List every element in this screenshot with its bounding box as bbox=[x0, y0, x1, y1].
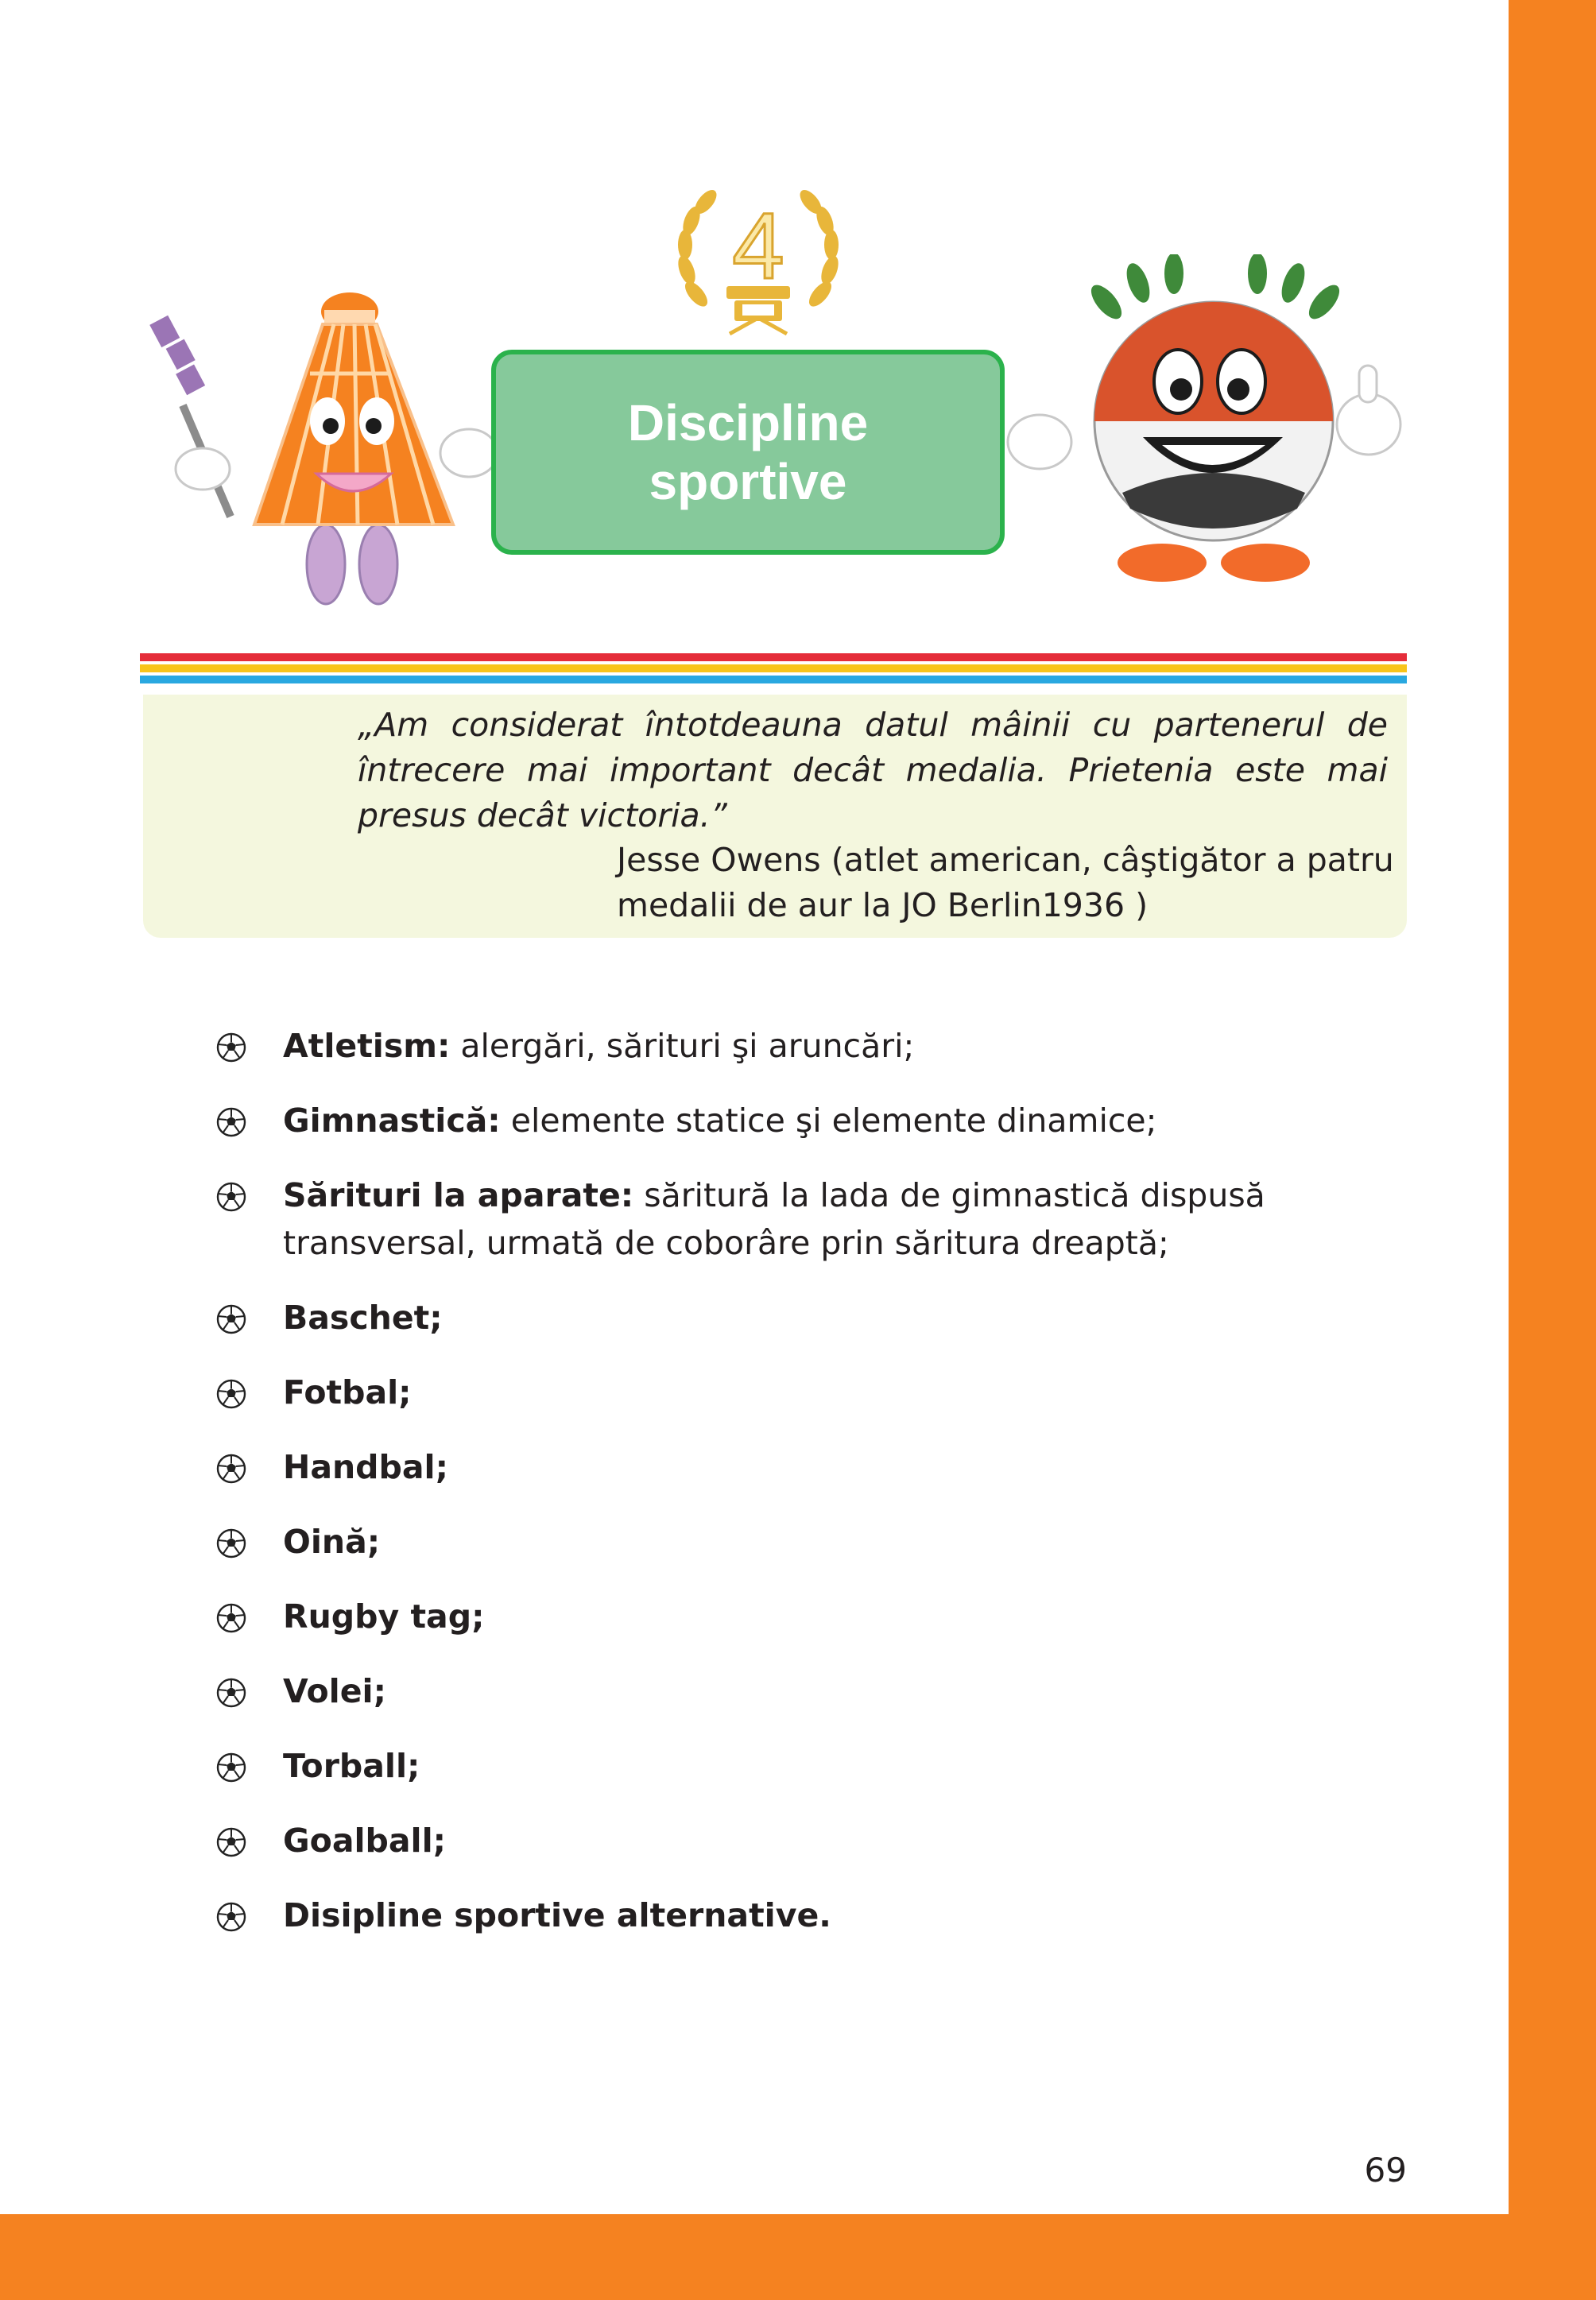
soccer-ball-icon bbox=[216, 1304, 246, 1334]
quote-author-line-2: medalii de aur la JO Berlin1936 ) bbox=[617, 886, 1149, 924]
item-desc: alergări, sărituri şi aruncări; bbox=[450, 1027, 915, 1065]
item-term: Handbal; bbox=[283, 1448, 448, 1486]
laurel-trophy-icon bbox=[672, 183, 844, 342]
soccer-ball-mascot bbox=[1003, 254, 1416, 596]
item-term: Atletism: bbox=[283, 1027, 451, 1065]
page-number: 69 bbox=[1364, 2151, 1407, 2190]
item-term: Torball; bbox=[283, 1747, 420, 1785]
soccer-ball-icon bbox=[216, 1752, 246, 1783]
list-item bbox=[216, 1369, 1424, 1416]
soccer-ball-icon bbox=[216, 1902, 246, 1932]
item-term: Sărituri la aparate: bbox=[283, 1176, 634, 1214]
item-term: Goalball; bbox=[283, 1822, 447, 1860]
soccer-ball-icon bbox=[216, 1528, 246, 1559]
right-orange-margin bbox=[1509, 0, 1596, 2300]
stripe-blue bbox=[140, 676, 1407, 683]
soccer-ball-icon bbox=[216, 1827, 246, 1857]
item-term: Fotbal; bbox=[283, 1373, 412, 1411]
soccer-ball-icon bbox=[216, 1032, 246, 1063]
list-item bbox=[216, 1294, 1424, 1342]
item-term: Rugby tag; bbox=[283, 1597, 485, 1636]
list-item bbox=[216, 1891, 1424, 1939]
item-term: Oină; bbox=[283, 1523, 381, 1561]
list-item bbox=[216, 1022, 1424, 1070]
sports-disciplines-list bbox=[216, 1022, 1424, 1966]
chapter-title-line-1: Discipline bbox=[627, 394, 869, 451]
stripe-yellow bbox=[140, 664, 1407, 672]
item-term: Volei; bbox=[283, 1672, 386, 1710]
item-term: Baschet; bbox=[283, 1299, 443, 1337]
soccer-ball-icon bbox=[216, 1182, 246, 1212]
shuttlecock-mascot bbox=[119, 286, 501, 620]
soccer-ball-icon bbox=[216, 1678, 246, 1708]
item-desc: elemente statice şi elemente dinamice; bbox=[500, 1102, 1157, 1140]
list-item bbox=[216, 1171, 1424, 1267]
quote-author-line-1: Jesse Owens (atlet american, câştigător a patru bbox=[617, 841, 1394, 879]
chapter-title-line-2: sportive bbox=[649, 453, 847, 510]
list-item bbox=[216, 1817, 1424, 1864]
quote-text: „Am considerat întotdeauna datul mâinii cu partenerul de întrecere mai important decât medalia. Prietenia este mai presus decât victoria.” bbox=[358, 706, 1388, 834]
item-term: Disipline sportive alternative. bbox=[283, 1896, 831, 1934]
soccer-ball-icon bbox=[216, 1603, 246, 1633]
item-term: Gimnastică: bbox=[283, 1102, 501, 1140]
item-desc: săritură la lada de gimnastică dispusă transversal, urmată de coborâre prin săritura dreaptă; bbox=[283, 1176, 1265, 1262]
list-item bbox=[216, 1742, 1424, 1790]
list-item bbox=[216, 1593, 1424, 1640]
soccer-ball-icon bbox=[216, 1379, 246, 1409]
soccer-ball-icon bbox=[216, 1454, 246, 1484]
chapter-number: 4 bbox=[732, 194, 784, 299]
chapter-header bbox=[0, 0, 1509, 636]
list-item bbox=[216, 1443, 1424, 1491]
list-item bbox=[216, 1667, 1424, 1715]
color-stripes bbox=[140, 653, 1407, 687]
list-item bbox=[216, 1097, 1424, 1144]
list-item bbox=[216, 1518, 1424, 1566]
soccer-ball-icon bbox=[216, 1107, 246, 1137]
chapter-title-box bbox=[491, 350, 1005, 555]
bottom-orange-margin bbox=[0, 2214, 1596, 2300]
quote-box bbox=[143, 695, 1407, 938]
quote-author bbox=[617, 838, 1396, 928]
stripe-red bbox=[140, 653, 1407, 661]
